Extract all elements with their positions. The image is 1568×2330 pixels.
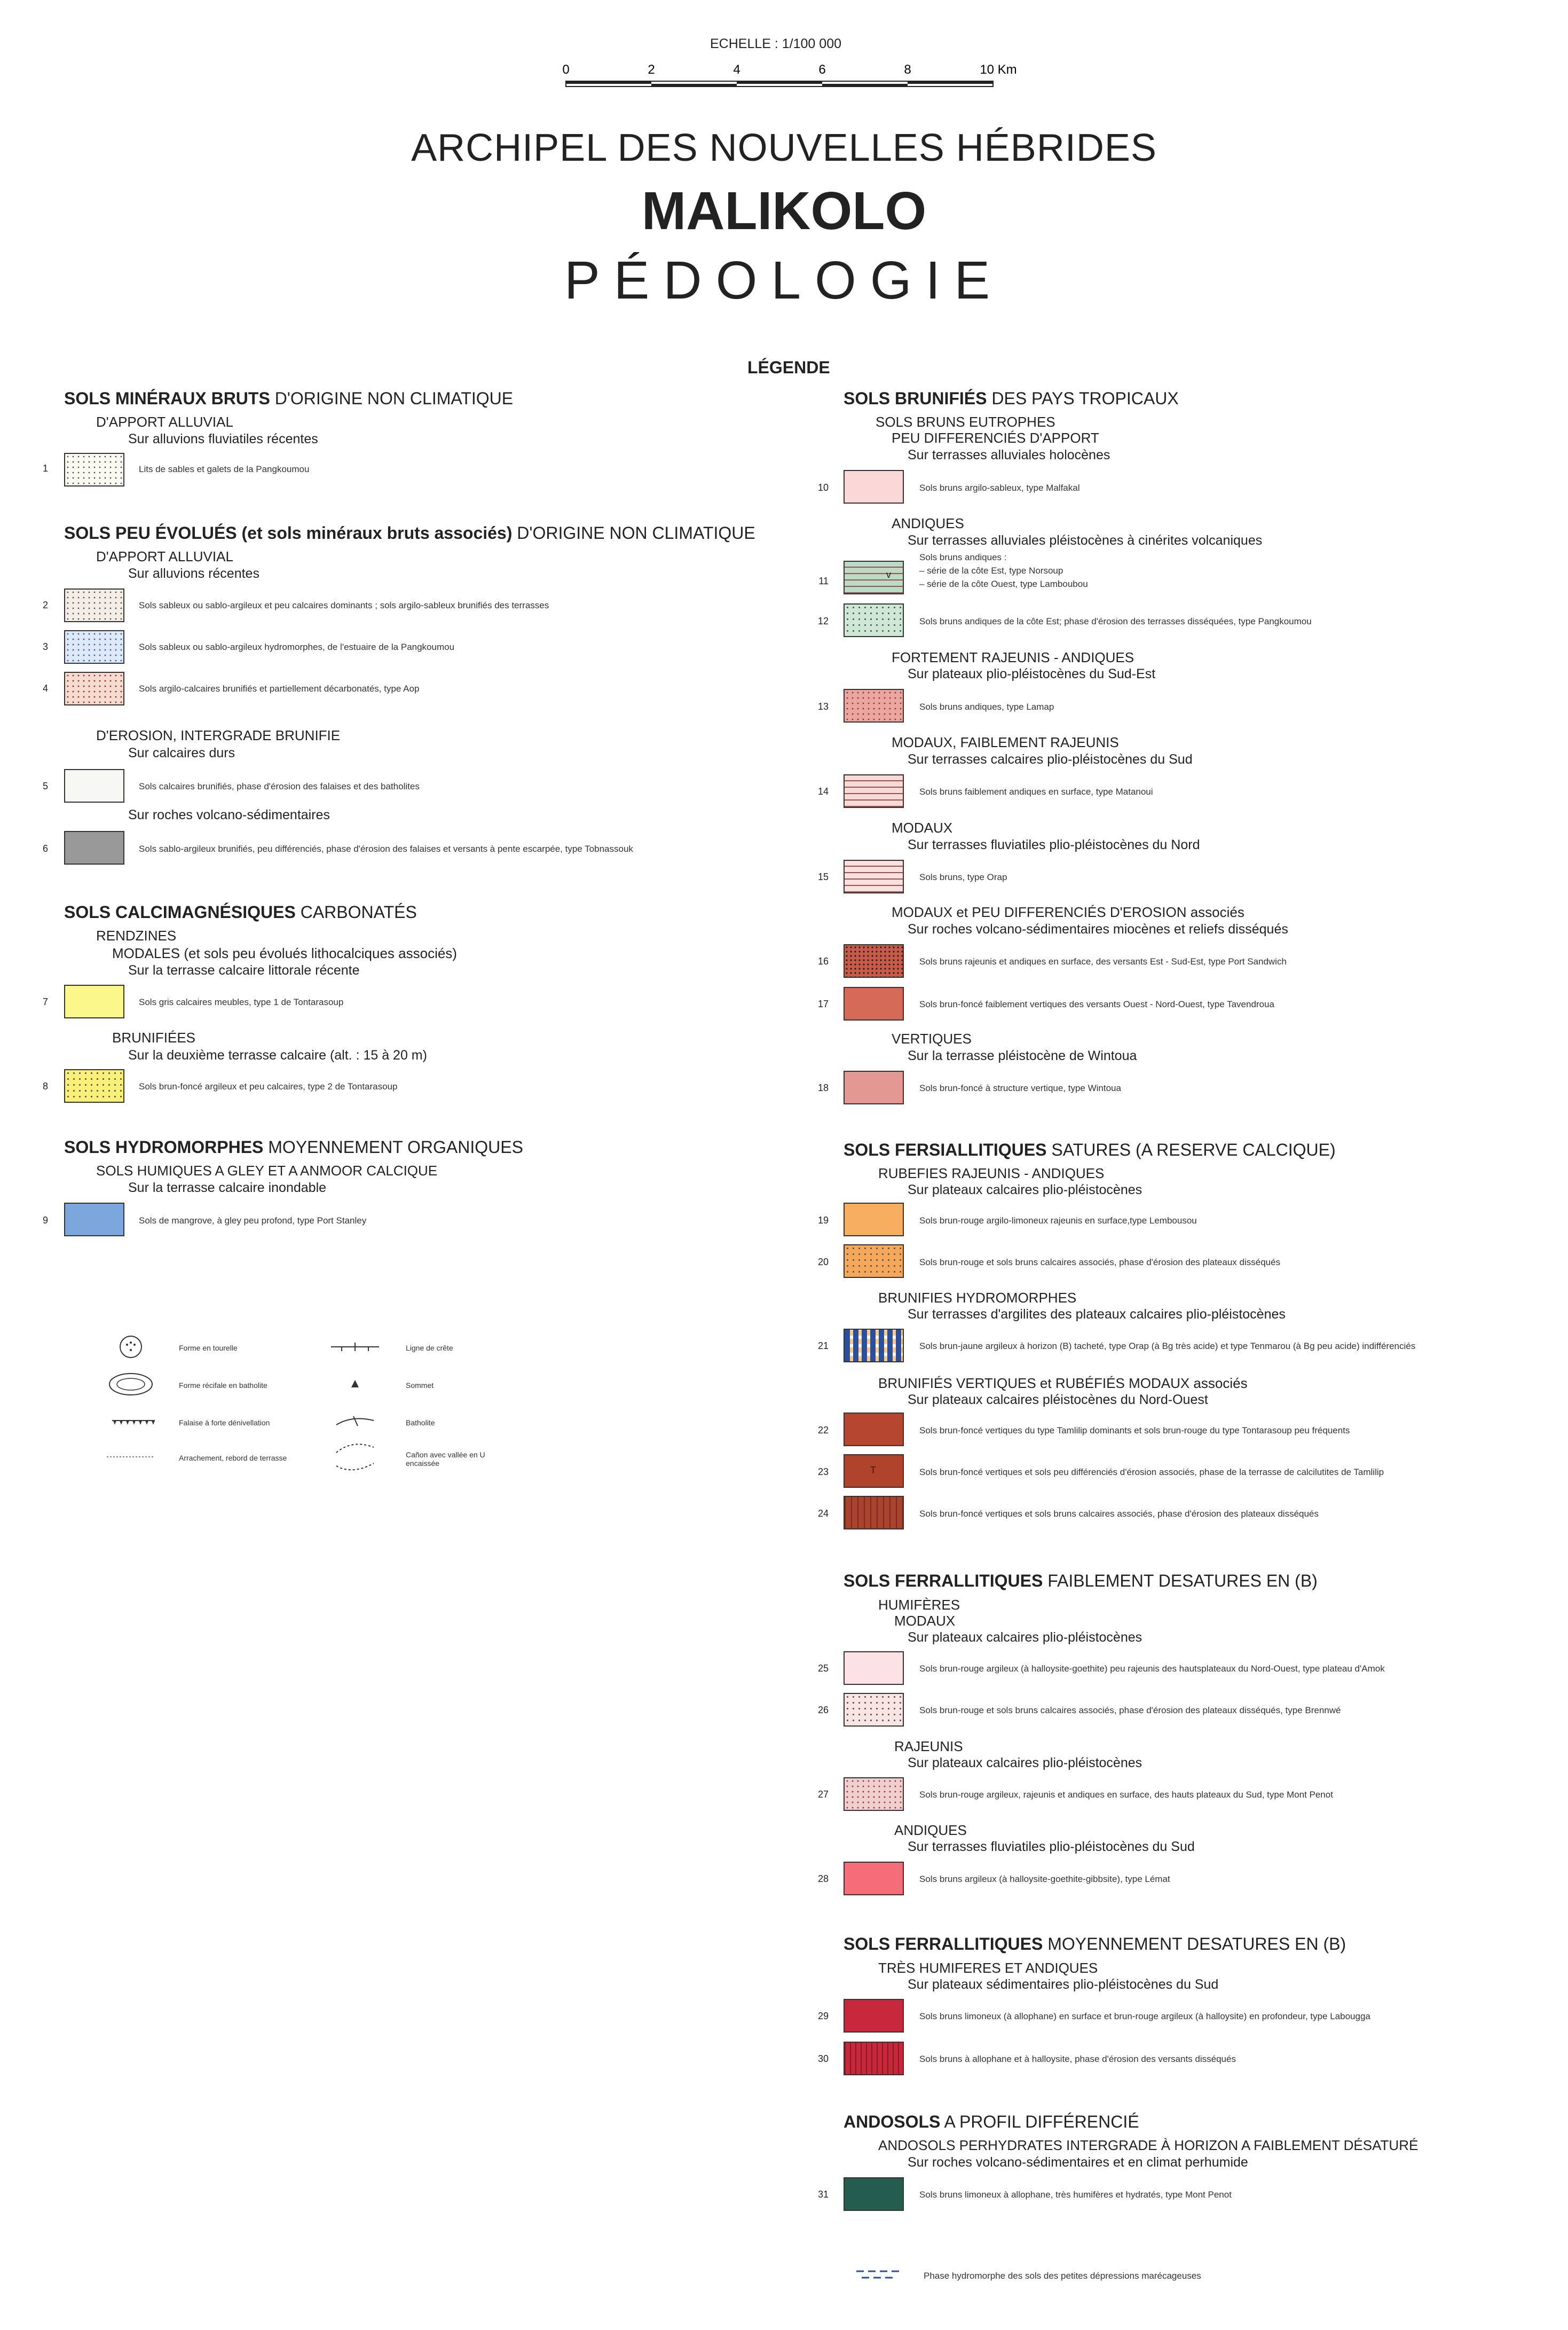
entry-text: Sols sableux ou sablo-argileux et peu calcaires dominants ; sols argilo-sableux brunifiés des terrasses: [139, 600, 549, 610]
legend-swatch-7: [64, 985, 124, 1018]
entry-number: 15: [817, 872, 829, 882]
substrate-label: Sur la terrasse calcaire littorale récente: [128, 963, 360, 978]
entry-number: 8: [42, 1081, 48, 1092]
substrate-label: Sur terrasses fluviatiles plio-pléistocènes du Sud: [908, 1839, 1195, 1854]
legend-swatch-22: [844, 1413, 904, 1446]
legend-swatch-21: [844, 1329, 904, 1362]
subgroup-rendzines: RENDZINES: [96, 928, 177, 944]
entry-number: 23: [817, 1466, 829, 1477]
substrate-label: Sur terrasses fluviatiles plio-pléistocènes du Nord: [908, 837, 1200, 852]
subgroup-andiques: ANDIQUES: [892, 515, 964, 531]
entry-number: 11: [818, 576, 829, 586]
entry-number: 28: [817, 1873, 829, 1884]
group-heading-hydromorphes: SOLS HYDROMORPHES MOYENNEMENT ORGANIQUES: [64, 1137, 523, 1157]
entry-text: Sols sablo-argileux brunifiés, peu différenciés, phase d'érosion des falaises et versants à pente escarpée, type Tobnassouk: [139, 844, 633, 854]
entry-text: Sols brun-foncé faiblement vertiques des versants Ouest - Nord-Ouest, type Tavendroua: [919, 999, 1274, 1009]
substrate-label: Sur terrasses alluviales holocènes: [908, 448, 1110, 462]
subgroup-humiques: SOLS HUMIQUES A GLEY ET A ANMOOR CALCIQUE: [96, 1163, 438, 1179]
subgroup-modaux-faiblement: MODAUX, FAIBLEMENT RAJEUNIS: [892, 734, 1119, 750]
swatch-mark: T: [870, 1465, 876, 1476]
cliff-icon: [112, 1421, 155, 1425]
subgroup-apport-alluvial: D'APPORT ALLUVIAL: [96, 414, 233, 430]
entry-number: 18: [817, 1082, 829, 1093]
scale-title: ECHELLE : 1/100 000: [710, 36, 841, 51]
entry-number: 10: [817, 482, 829, 493]
substrate-label: Sur roches volcano-sédimentaires: [128, 807, 330, 822]
legend-title: LÉGENDE: [747, 358, 830, 377]
entry-text: Sols bruns andiques :: [919, 552, 1007, 562]
legend-swatch-19: [844, 1203, 904, 1236]
subgroup-peu-differencies: PEU DIFFERENCIÉS D'APPORT: [892, 430, 1099, 446]
symbol-legend: [101, 1335, 582, 1495]
entry-text: Phase hydromorphe des sols des petites dépressions marécageuses: [924, 2271, 1201, 2281]
entry-text: Sols brun-rouge et sols bruns calcaires associés, phase d'érosion des plateaux disséqués: [919, 1257, 1281, 1267]
reef-icon: [109, 1374, 152, 1395]
substrate-label: Sur alluvions récentes: [128, 566, 259, 581]
group-heading-fersiallitiques: SOLS FERSIALLITIQUES SATURES (A RESERVE CALCIQUE): [844, 1140, 1336, 1159]
summit-icon: [351, 1380, 359, 1387]
legend-swatch-4: [64, 672, 124, 705]
legend-swatch-29: [844, 1999, 904, 2033]
crest-line-icon: [331, 1343, 379, 1351]
entry-text: Sols brun-rouge et sols bruns calcaires associés, phase d'érosion des plateaux disséqués, type Brennwé: [919, 1705, 1341, 1715]
legend-swatch-18: [844, 1071, 904, 1104]
subgroup-eutrophes: SOLS BRUNS EUTROPHES: [876, 414, 1055, 430]
legend-swatch-10: [844, 470, 904, 504]
entry-number: 21: [817, 1340, 829, 1351]
entry-text: Sols argilo-calcaires brunifiés et partiellement décarbonatés, type Aop: [139, 684, 420, 694]
entry-text: Sols brun-jaune argileux à horizon (B) tacheté, type Orap (à Bg très acide) et type Tenmarou (à Bg peu acide) indifférenciés: [919, 1341, 1416, 1351]
entry-number: 29: [817, 2011, 829, 2021]
legend-swatch-20: [844, 1244, 904, 1278]
entry-text: – série de la côte Est, type Norsoup: [919, 566, 1063, 576]
substrate-label: Sur plateaux calcaires plio-pléistocènes: [908, 1755, 1142, 1770]
subgroup-andiques: ANDIQUES: [894, 1822, 967, 1838]
entry-text: Sols bruns andiques, type Lamap: [919, 702, 1054, 712]
group-heading-ferrallitiques-faiblement: SOLS FERRALLITIQUES FAIBLEMENT DESATURES EN (B): [844, 1571, 1318, 1590]
legend-swatch-28: [844, 1862, 904, 1895]
entry-number: 14: [817, 786, 829, 797]
scale-tick-2: 2: [648, 62, 655, 77]
legend-swatch-24: [844, 1496, 904, 1529]
scale-tick-6: 6: [818, 62, 826, 77]
legend-swatch-23: [844, 1454, 904, 1488]
substrate-label: Sur plateaux calcaires plio-pléistocènes: [908, 1630, 1142, 1645]
subgroup-fortement-rajeunis: FORTEMENT RAJEUNIS - ANDIQUES: [892, 649, 1134, 665]
substrate-label: Sur alluvions fluviatiles récentes: [128, 432, 318, 446]
subgroup-brunifiees: BRUNIFIÉES: [112, 1030, 196, 1046]
entry-text: Sols brun-rouge argilo-limoneux rajeunis en surface,type Lembousou: [919, 1215, 1197, 1226]
legend-swatch-15: [844, 860, 904, 893]
entry-text: Sols bruns limoneux (à allophane) en surface et brun-rouge argileux (à halloysite) en profondeur, type Labougga: [919, 2011, 1370, 2021]
legend-swatch-5: [64, 769, 124, 803]
group-heading-calcimagnesiques: SOLS CALCIMAGNÉSIQUES CARBONATÉS: [64, 903, 417, 922]
subgroup-andosols-perhydrates: ANDOSOLS PERHYDRATES INTERGRADE À HORIZON A FAIBLEMENT DÉSATURÉ: [878, 2137, 1419, 2153]
legend-swatch-26: [844, 1693, 904, 1727]
substrate-label: Sur la deuxième terrasse calcaire (alt. : 15 à 20 m): [128, 1048, 427, 1063]
entry-number: 26: [817, 1705, 829, 1715]
entry-text: Sols brun-foncé à structure vertique, type Wintoua: [919, 1083, 1121, 1093]
scale-tick-0: 0: [562, 62, 570, 77]
batholith-icon: [336, 1416, 374, 1426]
entry-text: Sols gris calcaires meubles, type 1 de Tontarasoup: [139, 997, 344, 1007]
subgroup-tres-humiferes: TRÈS HUMIFERES ET ANDIQUES: [878, 1960, 1098, 1976]
entry-text: Sols calcaires brunifiés, phase d'érosion des falaises et des batholites: [139, 781, 420, 791]
entry-text: Sols sableux ou sablo-argileux hydromorphes, de l'estuaire de la Pangkoumou: [139, 642, 455, 652]
subgroup-rubefies: RUBEFIES RAJEUNIS - ANDIQUES: [878, 1165, 1105, 1181]
legend-swatch-17: [844, 987, 904, 1021]
swatch-mark: v: [886, 569, 891, 580]
subgroup-erosion: D'EROSION, INTERGRADE BRUNIFIE: [96, 727, 341, 743]
entry-number: 30: [817, 2053, 829, 2064]
map-title: MALIKOLO: [641, 181, 927, 241]
legend-swatch-3: [64, 630, 124, 664]
symbol-label-canyon: Cañon avec vallée en U encaissée: [406, 1450, 485, 1468]
entry-text: Sols bruns andiques de la côte Est; phase d'érosion des terrasses disséquées, type Pangkoumou: [919, 616, 1312, 626]
entry-number: 2: [42, 600, 48, 610]
marsh-phase-icon: [854, 2267, 902, 2288]
scale-tick-10: 10 Km: [980, 62, 1017, 77]
substrate-label: Sur la terrasse calcaire inondable: [128, 1180, 327, 1195]
subgroup-rajeunis: RAJEUNIS: [894, 1738, 963, 1754]
entry-text: Sols bruns argilo-sableux, type Malfakal: [919, 483, 1080, 493]
subgroup-humiferes: HUMIFÈRES: [878, 1597, 960, 1613]
substrate-label: Sur plateaux calcaires pléistocènes du Nord-Ouest: [908, 1392, 1208, 1407]
legend-swatch-11: [844, 561, 904, 594]
entry-number: 13: [817, 701, 829, 712]
group-heading-ferrallitiques-moyennement: SOLS FERRALLITIQUES MOYENNEMENT DESATURES EN (B): [844, 1934, 1346, 1954]
scale-tick-8: 8: [904, 62, 911, 77]
substrate-label: Sur la terrasse pléistocène de Wintoua: [908, 1048, 1137, 1063]
map-theme: PÉDOLOGIE: [564, 250, 1004, 310]
entry-number: 17: [817, 999, 829, 1009]
subgroup-vertiques: VERTIQUES: [892, 1031, 972, 1047]
legend-swatch-30: [844, 2042, 904, 2075]
symbol-label-batholith: Batholite: [406, 1418, 435, 1427]
tower-icon: [120, 1336, 141, 1358]
entry-text: Sols brun-foncé argileux et peu calcaires, type 2 de Tontarasoup: [139, 1081, 398, 1092]
substrate-label: Sur calcaires durs: [128, 746, 235, 760]
entry-number: 16: [817, 956, 829, 967]
entry-number: 5: [42, 781, 48, 791]
entry-number: 12: [817, 616, 829, 626]
legend-swatch-13: [844, 689, 904, 723]
entry-text: Sols brun-rouge argileux (à halloysite-goethite) peu rajeunis des hautsplateaux du Nord-Ouest, type plateau d'Amok: [919, 1664, 1385, 1674]
group-heading-peu-evolues: SOLS PEU ÉVOLUÉS (et sols minéraux bruts associés) D'ORIGINE NON CLIMATIQUE: [64, 523, 755, 543]
entry-number: 7: [42, 997, 48, 1007]
canyon-icon: [336, 1444, 374, 1470]
entry-text: Sols bruns argileux (à halloysite-goethite-gibbsite), type Lémat: [919, 1874, 1170, 1884]
map-subtitle: ARCHIPEL DES NOUVELLES HÉBRIDES: [411, 127, 1157, 169]
substrate-label: Sur terrasses d'argilites des plateaux calcaires plio-pléistocènes: [908, 1307, 1286, 1322]
substrate-label: Sur roches volcano-sédimentaires miocènes et reliefs disséqués: [908, 922, 1288, 937]
substrate-label: Sur plateaux calcaires plio-pléistocènes: [908, 1182, 1142, 1197]
entry-number: 25: [817, 1663, 829, 1674]
subgroup-brunifies-vertiques: BRUNIFIÉS VERTIQUES et RUBÉFIÉS MODAUX associés: [878, 1375, 1248, 1391]
substrate-label: Sur plateaux plio-pléistocènes du Sud-Est: [908, 666, 1156, 681]
legend-swatch-8: [64, 1069, 124, 1103]
entry-number: 31: [817, 2189, 829, 2200]
entry-text: Sols bruns limoneux à allophane, très humifères et hydratés, type Mont Penot: [919, 2190, 1232, 2200]
symbol-label-summit: Sommet: [406, 1381, 434, 1390]
subgroup-modales: MODALES (et sols peu évolués lithocalciques associés): [112, 945, 457, 961]
entry-number: 22: [817, 1425, 829, 1435]
legend-swatch-12: [844, 603, 904, 637]
symbol-label-crest: Ligne de crête: [406, 1344, 453, 1352]
legend-swatch-16: [844, 944, 904, 978]
entry-text: – série de la côte Ouest, type Lamboubou: [919, 579, 1088, 589]
entry-number: 1: [42, 463, 48, 474]
legend-swatch-27: [844, 1777, 904, 1811]
entry-text: Sols de mangrove, à gley peu profond, type Port Stanley: [139, 1215, 367, 1226]
subgroup-modaux-peu-differencies: MODAUX et PEU DIFFERENCIÉS D'EROSION associés: [892, 904, 1244, 920]
entry-number: 9: [42, 1215, 48, 1226]
entry-number: 19: [817, 1215, 829, 1226]
subgroup-apport-alluvial: D'APPORT ALLUVIAL: [96, 548, 233, 564]
group-heading-mineral-bruts: SOLS MINÉRAUX BRUTS D'ORIGINE NON CLIMATIQUE: [64, 389, 514, 408]
scale-tick-4: 4: [733, 62, 740, 77]
symbol-label-tower: Forme en tourelle: [179, 1344, 238, 1352]
substrate-label: Sur roches volcano-sédimentaires et en climat perhumide: [908, 2155, 1248, 2170]
substrate-label: Sur terrasses alluviales pléistocènes à cinérites volcaniques: [908, 533, 1263, 548]
legend-swatch-14: [844, 774, 904, 808]
entry-text: Sols bruns, type Orap: [919, 872, 1007, 882]
subgroup-brunifies-hydromorphes: BRUNIFIES HYDROMORPHES: [878, 1290, 1077, 1306]
substrate-label: Sur plateaux sédimentaires plio-pléistocènes du Sud: [908, 1977, 1219, 1992]
entry-text: Sols brun-foncé vertiques du type Tamlilip dominants et sols brun-rouge du type Tontarasoup peu fréquents: [919, 1425, 1350, 1435]
substrate-label: Sur terrasses calcaires plio-pléistocènes du Sud: [908, 752, 1193, 767]
entry-number: 3: [42, 641, 48, 652]
legend-swatch-31: [844, 2177, 904, 2211]
entry-number: 24: [817, 1508, 829, 1519]
entry-number: 20: [817, 1257, 829, 1267]
legend-swatch-9: [64, 1203, 124, 1236]
entry-text: Sols bruns à allophane et à halloysite, phase d'érosion des versants disséqués: [919, 2054, 1236, 2064]
group-heading-andosols: ANDOSOLS A PROFIL DIFFÉRENCIÉ: [844, 2112, 1139, 2131]
entry-text: Sols bruns faiblement andiques en surface, type Matanoui: [919, 787, 1153, 797]
entry-text: Sols brun-foncé vertiques et sols bruns calcaires associés, phase d'érosion des plateaux disséqués: [919, 1509, 1319, 1519]
legend-swatch-1: [64, 453, 124, 487]
entry-number: 6: [42, 843, 48, 854]
symbol-label-reef: Forme récifale en batholite: [179, 1381, 267, 1390]
subgroup-modaux: MODAUX: [894, 1613, 956, 1629]
legend-swatch-25: [844, 1651, 904, 1685]
entry-text: Sols brun-rouge argileux, rajeunis et andiques en surface, des hauts plateaux du Sud, type Mont Penot: [919, 1790, 1333, 1800]
scale-bar: [562, 62, 1017, 95]
entry-number: 27: [817, 1789, 829, 1800]
legend-swatch-6: [64, 831, 124, 865]
subgroup-modaux: MODAUX: [892, 820, 953, 836]
entry-text: Sols bruns rajeunis et andiques en surface, des versants Est - Sud-Est, type Port Sandwich: [919, 956, 1287, 967]
group-heading-brunifies: SOLS BRUNIFIÉS DES PAYS TROPICAUX: [844, 389, 1179, 408]
symbol-label-cliff: Falaise à forte dénivellation: [179, 1418, 270, 1427]
symbol-label-terrace: Arrachement, rebord de terrasse: [179, 1454, 287, 1462]
entry-number: 4: [42, 683, 48, 694]
entry-text: Sols brun-foncé vertiques et sols peu différenciés d'érosion associés, phase de la terrasse de calcilutites de Tamlilip: [919, 1467, 1384, 1477]
entry-text: Lits de sables et galets de la Pangkoumou: [139, 464, 310, 474]
legend-swatch-2: [64, 589, 124, 622]
